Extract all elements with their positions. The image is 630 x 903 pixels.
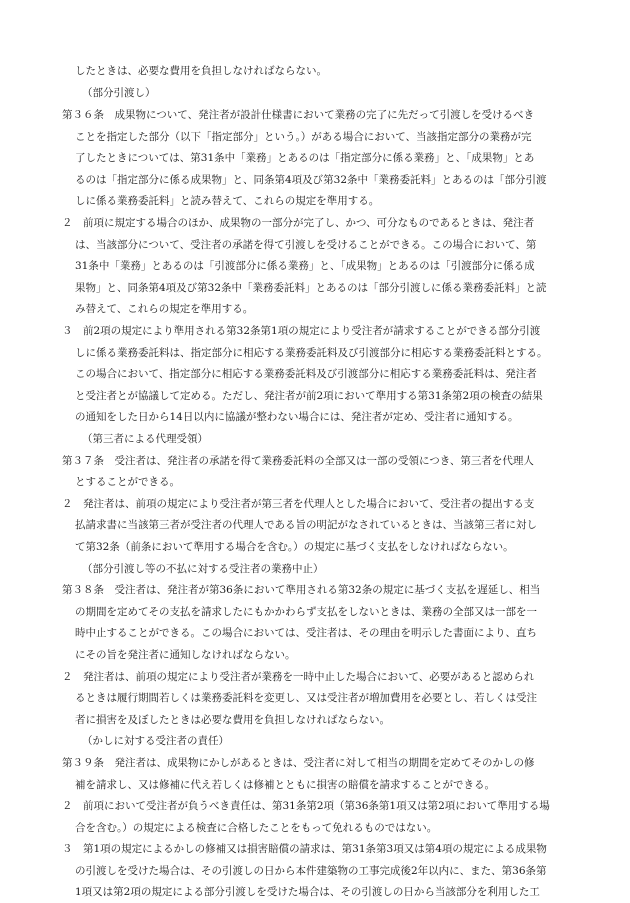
paragraph-start: ２ 発注者は、前項の規定により受注者が第三者を代理人とした場合において、受注者の提出する支 — [62, 498, 535, 510]
paragraph-start: ３ 前2項の規定により準用される第32条第1項の規定により受注者が請求することができる部分引渡 — [62, 325, 541, 337]
paragraph-start: ３ 第1項の規定によるかしの修補又は損害賠償の請求は、第31条第3項又は第4項の規定による成果物 — [62, 843, 547, 855]
article-37-heading: 第３７条 受注者は、発注者の承諾を得て業務委託料の全部又は一部の受領につき、第三者を代理人 — [62, 455, 534, 467]
text-line: ことを指定した部分（以下「指定部分」という。）がある場合において、当該指定部分の業務が完 — [75, 131, 532, 143]
text-line: は、当該部分について、受注者の承諾を得て引渡しを受けることができる。この場合において、第 — [75, 239, 537, 251]
text-line: この場合において、指定部分に相応する業務委託料及び引渡部分に相応する業務委託料は、発注者 — [75, 368, 537, 380]
paragraph-start: ２ 前項に規定する場合のほか、成果物の一部分が完了し、かつ、可分なものであるときは、発注者 — [62, 217, 535, 229]
text-line: 払請求書に当該第三者が受注者の代理人である旨の明記がなされているときは、当該第三者に対し — [75, 519, 537, 531]
text-line: したときは、必要な費用を負担しなければならない。 — [75, 65, 327, 77]
text-line: 者に損害を及ぼしたときは必要な費用を負担しなければならない。 — [75, 714, 390, 726]
text-line: 合を含む。）の規定による検査に合格したことをもって免れるものではない。 — [75, 822, 438, 834]
article-39-heading: 第３９条 発注者は、成果物にかしがあるときは、受注者に対して相当の期間を定めてそのかしの修 — [62, 757, 535, 769]
section-heading: （部分引渡し） — [82, 87, 156, 99]
text-line: しに係る業務委託料は、指定部分に相応する業務委託料及び引渡部分に相応する業務委託料とする。 — [75, 347, 548, 359]
text-line: 31条中「業務」とあるのは「引渡部分に係る業務」と、「成果物」とあるのは「引渡部分に係る成 — [75, 260, 535, 272]
text-line: 果物」と、同条第4項及び第32条中「業務委託料」とあるのは「部分引渡しに係る業務委託料」と読 — [75, 282, 547, 294]
text-line: の引渡しを受けた場合は、その引渡しの日から本件建築物の工事完成後2年以内に、また、第36条第 — [75, 865, 547, 877]
text-line: しに係る業務委託料」と読み替えて、これらの規定を準用する。 — [75, 195, 380, 207]
text-line: るのは「指定部分に係る成果物」と、同条第4項及び第32条中「業務委託料」とあるのは「部分引渡 — [75, 174, 547, 186]
text-line: み替えて、これらの規定を準用する。 — [75, 303, 254, 315]
text-line: 了したときについては、第31条中「業務」とあるのは「指定部分に係る業務」と、「成果物」とあ — [75, 152, 535, 164]
section-heading: （部分引渡し等の不払に対する受注者の業務中止） — [82, 563, 324, 575]
text-line: て第32条（前条において準用する場合を含む。）の規定に基づく支払をしなければならない。 — [75, 541, 514, 553]
article-38-heading: 第３８条 受注者は、発注者が第36条において準用される第32条の規定に基づく支払を遅延し、相当 — [62, 584, 541, 596]
text-line: 1項又は第2項の規定による部分引渡しを受けた場合は、その引渡しの日から当該部分を利用した工 — [75, 886, 540, 898]
section-heading: （かしに対する受注者の責任） — [82, 735, 229, 747]
text-line: とすることができる。 — [75, 476, 180, 488]
article-36-heading: 第３６条 成果物について、発注者が設計仕様書において業務の完了に先だって引渡しを受けるべき — [62, 109, 535, 121]
text-line: 時中止することができる。この場合においては、受注者は、その理由を明示した書面により、直ち — [75, 627, 537, 639]
text-line: にその旨を発注者に通知しなければならない。 — [75, 649, 296, 661]
text-line: の期間を定めてその支払を請求したにもかかわらず支払をしないときは、業務の全部又は一部を一 — [75, 606, 537, 618]
paragraph-start: ２ 発注者は、前項の規定により受注者が業務を一時中止した場合において、必要があると認められ — [62, 671, 535, 683]
text-line: 補を請求し、又は修補に代え若しくは修補とともに損害の賠償を請求することができる。 — [75, 779, 495, 791]
text-line: の通知をした日から14日以内に協議が整わない場合には、発注者が定め、受注者に通知する。 — [75, 411, 519, 423]
text-line: と受注者とが協議して定める。ただし、発注者が前2項において準用する第31条第2項の検査の結果 — [75, 390, 543, 402]
section-heading: （第三者による代理受領） — [82, 433, 208, 445]
text-line: るときは履行期間若しくは業務委託料を変更し、又は受注者が増加費用を必要とし、若しくは受注 — [75, 692, 537, 704]
paragraph-start: ２ 前項において受注者が負うべき責任は、第31条第2項（第36条第1項又は第2項において準用する場 — [62, 800, 550, 812]
